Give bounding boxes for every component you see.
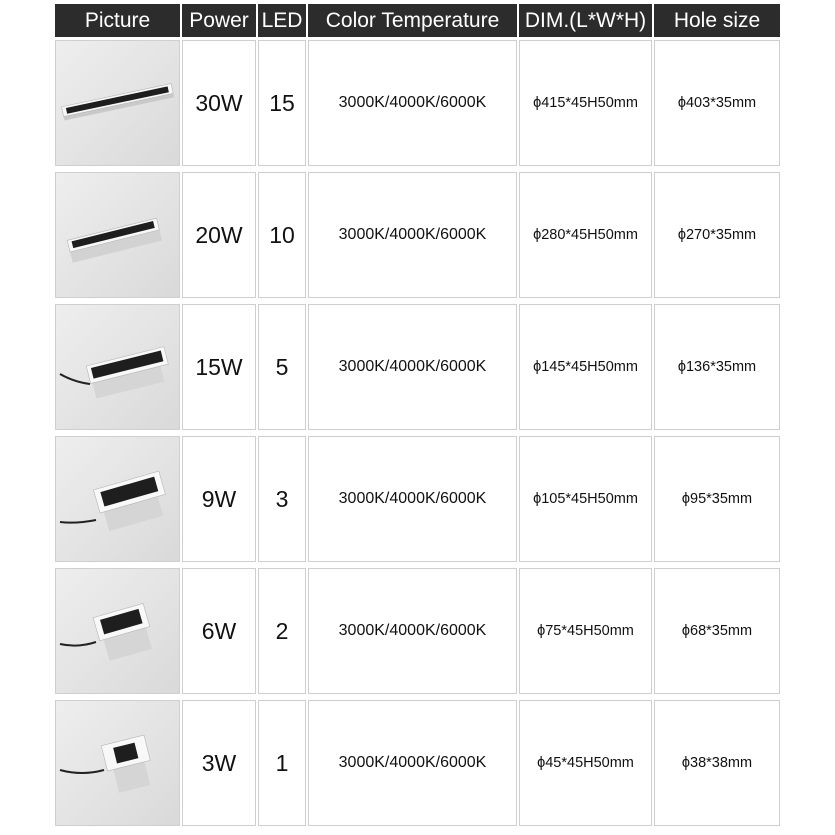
linear-downlight-3-led-image bbox=[56, 436, 179, 562]
dimension-value: ϕ145*45H50mm bbox=[519, 304, 652, 430]
color-temperature-value: 3000K/4000K/6000K bbox=[308, 40, 517, 166]
color-temperature-value: 3000K/4000K/6000K bbox=[308, 304, 517, 430]
color-temperature-value: 3000K/4000K/6000K bbox=[308, 568, 517, 694]
linear-downlight-10-led-image bbox=[56, 172, 179, 298]
header-dim: DIM.(L*W*H) bbox=[519, 4, 652, 37]
header-picture: Picture bbox=[55, 4, 180, 37]
table-header bbox=[55, 4, 780, 37]
hole-size-value: ϕ403*35mm bbox=[654, 40, 780, 166]
led-count: 5 bbox=[258, 304, 306, 430]
hole-size-value: ϕ136*35mm bbox=[654, 304, 780, 430]
power-value: 6W bbox=[182, 568, 256, 694]
table-row bbox=[55, 700, 780, 826]
product-image bbox=[55, 172, 180, 298]
table-row bbox=[55, 40, 780, 166]
led-count: 1 bbox=[258, 700, 306, 826]
dimension-value: ϕ280*45H50mm bbox=[519, 172, 652, 298]
table-row bbox=[55, 172, 780, 298]
dimension-value: ϕ75*45H50mm bbox=[519, 568, 652, 694]
color-temperature-value: 3000K/4000K/6000K bbox=[308, 700, 517, 826]
power-value: 15W bbox=[182, 304, 256, 430]
product-image bbox=[55, 304, 180, 430]
table-row bbox=[55, 304, 780, 430]
dimension-value: ϕ415*45H50mm bbox=[519, 40, 652, 166]
hole-size-value: ϕ95*35mm bbox=[654, 436, 780, 562]
power-value: 9W bbox=[182, 436, 256, 562]
header-hole-size: Hole size bbox=[654, 4, 780, 37]
product-image bbox=[55, 700, 180, 826]
product-image bbox=[55, 436, 180, 562]
led-count: 2 bbox=[258, 568, 306, 694]
led-count: 3 bbox=[258, 436, 306, 562]
table-row bbox=[55, 568, 780, 694]
color-temperature-value: 3000K/4000K/6000K bbox=[308, 172, 517, 298]
dimension-value: ϕ105*45H50mm bbox=[519, 436, 652, 562]
led-count: 15 bbox=[258, 40, 306, 166]
hole-size-value: ϕ270*35mm bbox=[654, 172, 780, 298]
table-row bbox=[55, 436, 780, 562]
hole-size-value: ϕ38*38mm bbox=[654, 700, 780, 826]
color-temperature-value: 3000K/4000K/6000K bbox=[308, 436, 517, 562]
linear-downlight-2-led-image bbox=[56, 568, 179, 694]
header-color-temperature: Color Temperature bbox=[308, 4, 517, 37]
linear-downlight-1-led-image bbox=[56, 700, 179, 826]
power-value: 30W bbox=[182, 40, 256, 166]
power-value: 20W bbox=[182, 172, 256, 298]
hole-size-value: ϕ68*35mm bbox=[654, 568, 780, 694]
linear-downlight-15-led-image bbox=[56, 40, 179, 166]
header-power: Power bbox=[182, 4, 256, 37]
led-count: 10 bbox=[258, 172, 306, 298]
product-image bbox=[55, 40, 180, 166]
linear-downlight-5-led-image bbox=[56, 304, 179, 430]
header-led: LED bbox=[258, 4, 306, 37]
product-image bbox=[55, 568, 180, 694]
power-value: 3W bbox=[182, 700, 256, 826]
dimension-value: ϕ45*45H50mm bbox=[519, 700, 652, 826]
